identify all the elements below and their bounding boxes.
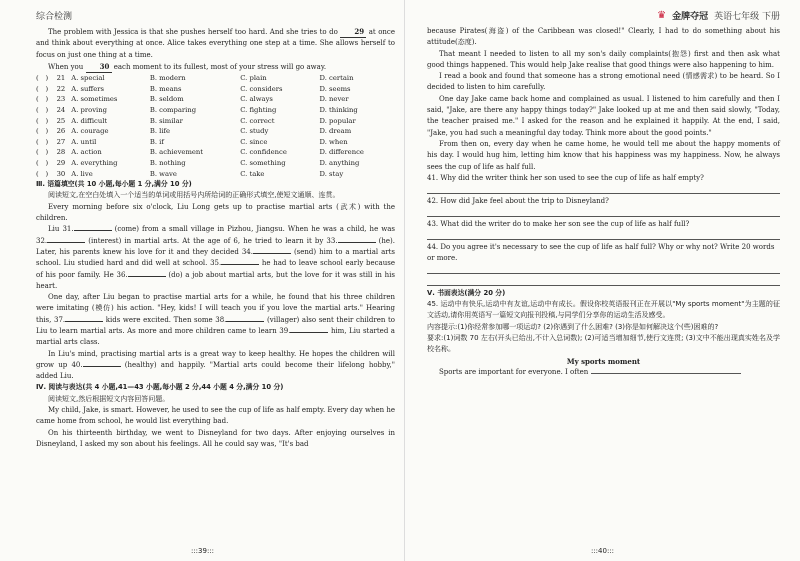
option-number: 25 bbox=[56, 116, 66, 125]
options-table bbox=[36, 73, 395, 179]
passage-paragraph: One day Jake came back home and complained as usual. I listened to him carefully and then I said, "Jake, are there any happy things today?" Jake looked up at me and then said slowly, "Today, the teacher praised me." I asked for the reason and he explained it happily. At the end, I said, "Jake, you had such a meaningful day today. Think more about the good points." bbox=[427, 94, 780, 137]
question-42: 42. How did Jake feel about the trip to Disneyland? bbox=[427, 196, 609, 205]
blank-31[interactable] bbox=[74, 230, 112, 231]
requirements: 要求:(1)词数 70 左右(开头已给出,不计入总词数); (2)可适当增加细节,使行文连贯; (3)文中不能出现真实姓名及学校名称。 bbox=[427, 334, 781, 354]
blank-34[interactable] bbox=[253, 253, 291, 254]
option-d[interactable]: D. thinking bbox=[319, 105, 358, 114]
answer-bracket[interactable]: ( ) bbox=[36, 137, 49, 146]
passage-paragraph: I read a book and found that someone has a strong emotional need (情感需求) to be heard. So I decided to listen to him carefully. bbox=[427, 72, 780, 92]
blank-38[interactable] bbox=[226, 321, 264, 322]
option-row bbox=[36, 73, 395, 84]
option-row bbox=[36, 94, 395, 105]
section-label: 综合检测 bbox=[36, 11, 73, 22]
option-d[interactable]: D. seems bbox=[319, 84, 351, 93]
option-a[interactable]: A. courage bbox=[71, 127, 109, 136]
section-3-title: Ⅲ. 语篇填空(共 10 小题,每小题 1 分,满分 10 分) bbox=[36, 180, 192, 189]
passage-paragraph: My child, Jake, is smart. However, he used to see the cup of life as half empty. Every day when he came home from school, he would list everything bad. bbox=[36, 406, 395, 426]
answer-line-44[interactable] bbox=[427, 276, 780, 286]
option-b[interactable]: B. similar bbox=[149, 116, 183, 125]
option-c[interactable]: C. always bbox=[240, 95, 273, 104]
option-d[interactable]: D. stay bbox=[319, 169, 344, 178]
answer-line-42[interactable] bbox=[427, 207, 780, 217]
option-row bbox=[36, 169, 395, 180]
option-d[interactable]: D. anything bbox=[319, 158, 360, 167]
option-c[interactable]: C. take bbox=[240, 169, 265, 178]
option-number: 29 bbox=[56, 158, 66, 167]
section-5-title: Ⅴ. 书面表达(满分 20 分) bbox=[427, 288, 506, 297]
passage-paragraph: because Pirates(海盗) of the Caribbean was closed!" Clearly, I had to do something about his attitude(态度). bbox=[427, 27, 780, 47]
option-row bbox=[36, 137, 395, 148]
option-b[interactable]: B. comparing bbox=[149, 105, 197, 114]
blank-32[interactable] bbox=[47, 242, 85, 243]
blank-40[interactable] bbox=[83, 366, 121, 367]
option-d[interactable]: D. popular bbox=[319, 116, 356, 125]
answer-line-44[interactable] bbox=[427, 264, 780, 274]
option-b[interactable]: B. wave bbox=[149, 169, 177, 178]
option-number: 26 bbox=[56, 127, 66, 136]
option-c[interactable]: C. considers bbox=[240, 84, 283, 93]
page-number: :::40::: bbox=[590, 547, 615, 555]
option-number: 28 bbox=[56, 148, 66, 157]
option-row bbox=[36, 84, 395, 95]
option-b[interactable]: B. seldom bbox=[149, 95, 184, 104]
q31-number: 31. bbox=[62, 225, 74, 234]
text: The problem with Jessica is that she pushes herself too hard. And she tries to do bbox=[48, 28, 338, 36]
option-c[interactable]: C. something bbox=[240, 158, 286, 167]
cloze-paragraph bbox=[36, 26, 395, 61]
option-d[interactable]: D. dream bbox=[319, 127, 352, 136]
option-number: 24 bbox=[56, 105, 66, 114]
option-a[interactable]: A. everything bbox=[71, 158, 118, 167]
brand: 金牌夺冠 bbox=[672, 11, 709, 22]
option-b[interactable]: B. life bbox=[149, 127, 171, 136]
option-a[interactable]: A. proving bbox=[71, 105, 107, 114]
question-44: 44. Do you agree it's necessary to see the cup of life as half full? Why or why not? Write 20 words or more. bbox=[427, 242, 775, 262]
option-number: 22 bbox=[56, 84, 66, 93]
grade-label: 英语七年级 下册 bbox=[714, 11, 780, 22]
passage-paragraph: In Liu's mind, practising martial arts is a great way to keep healthy. He hopes the children will grow up 40. (healthy) and happily. "Martial arts could become their lifelong hobby," added Liu. bbox=[36, 349, 395, 381]
option-a[interactable]: A. live bbox=[71, 169, 93, 178]
option-d[interactable]: D. never bbox=[319, 95, 349, 104]
option-b[interactable]: B. means bbox=[149, 84, 182, 93]
option-b[interactable]: B. if bbox=[149, 137, 164, 146]
answer-line-43[interactable] bbox=[427, 230, 780, 240]
passage-paragraph: Every morning before six o'clock, Liu Long gets up to practise martial arts (武术) with the children. bbox=[36, 202, 395, 223]
section-4-instructions: 阅读短文,然后根据短文内容回答问题。 bbox=[48, 394, 170, 403]
page-number: :::39::: bbox=[190, 547, 215, 555]
answer-bracket[interactable]: ( ) bbox=[36, 148, 49, 157]
cloze-paragraph bbox=[36, 61, 395, 73]
passage-paragraph: One day, after Liu began to practise martial arts for a while, he found that his three children were imitating (模仿) his action. "Hey, kids! I will teach you if you love the martial arts." Hearing this, 37. kids were excited. Then some 38. (villager) also sent their children to Liu to learn martial arts. As more and more children came to learn 39. him, Liu started a martial arts class. bbox=[36, 293, 396, 347]
blank-33[interactable] bbox=[338, 242, 376, 243]
option-a[interactable]: A. sometimes bbox=[71, 95, 118, 104]
passage-paragraph: Liu 31. (come) from a small village in Pizhou, Jiangsu. When he was a child, he was 32. (interest) in martial arts. At the age of 6, he tried to learn it by 33. (he). Later, his parents knew his love for it and they decided 34. (send) him to a martial arts school. Liu studied hard and did well at school. 35. he had to leave school early because of his poor family. He 36. (do) a job about martial arts, but the love for it was still in his heart. bbox=[36, 225, 395, 290]
blank-30[interactable]: 30 bbox=[86, 61, 112, 73]
option-row bbox=[36, 158, 395, 169]
writing-prompt: 45. 运动中有快乐,运动中有友谊,运动中有成长。假设你校英语报刊正在开展以"My sports moment"为主题的征文活动,请你用英语写一篇短文向报刊投稿,与同学们分享你的运动生活及感受。 bbox=[427, 300, 780, 320]
answer-line-41[interactable] bbox=[427, 184, 780, 194]
option-number: 21 bbox=[56, 74, 66, 83]
left-header bbox=[36, 4, 395, 26]
option-a[interactable]: A. suffers bbox=[71, 84, 104, 93]
answer-bracket[interactable]: ( ) bbox=[36, 169, 49, 178]
right-page bbox=[405, 0, 800, 561]
option-b[interactable]: B. modern bbox=[149, 74, 186, 83]
option-c[interactable]: C. confidence bbox=[240, 148, 287, 157]
option-d[interactable]: D. when bbox=[319, 137, 348, 146]
option-number: 23 bbox=[56, 95, 66, 104]
text: at once and think about everything at once. Alice takes everything one step at a time. She allows herself to focus on just one thing at a time. bbox=[36, 28, 395, 59]
answer-bracket[interactable]: ( ) bbox=[36, 105, 49, 114]
option-b[interactable]: B. achievement bbox=[149, 148, 204, 157]
answer-bracket[interactable]: ( ) bbox=[36, 158, 49, 167]
option-a[interactable]: A. difficult bbox=[71, 116, 108, 125]
blank-36[interactable] bbox=[128, 276, 166, 277]
section-4-title: Ⅳ. 阅读与表达(共 4 小题,41—43 小题,每小题 2 分,44 小题 4 分,满分 10 分) bbox=[36, 383, 284, 392]
option-row bbox=[36, 126, 395, 137]
option-d[interactable]: D. difference bbox=[319, 148, 364, 157]
crown-icon: ♛ bbox=[657, 9, 667, 21]
option-c[interactable]: C. fighting bbox=[240, 105, 277, 114]
essay-start[interactable]: Sports are important for everyone. I often bbox=[427, 367, 780, 378]
passage-paragraph: That meant I needed to listen to all my son's daily complaints(抱怨) first and then ask what good things happened. This would help Jake realise that good things were also happening to him. bbox=[427, 49, 780, 69]
option-d[interactable]: D. certain bbox=[319, 74, 354, 83]
section-3-instructions: 阅读短文,在空白处填入一个适当的单词或用括号内所给词的正确形式填空,使短文通顺、连贯。 bbox=[48, 191, 340, 200]
text: When you bbox=[48, 62, 84, 71]
answer-bracket[interactable]: ( ) bbox=[36, 84, 49, 93]
option-b[interactable]: B. nothing bbox=[149, 158, 186, 167]
blank-37[interactable] bbox=[65, 321, 103, 322]
answer-bracket[interactable]: ( ) bbox=[36, 116, 49, 125]
question-41: 41. Why did the writer think her son used to see the cup of life as half empty? bbox=[427, 173, 704, 182]
passage-paragraph: From then on, every day when he came home, he would tell me about the happy moments of his day. I would hug him, letting him know that his happiness was my happiness. Now, he always sees the cup of life as half full. bbox=[427, 139, 780, 171]
option-row bbox=[36, 147, 395, 158]
option-a[interactable]: A. special bbox=[71, 74, 105, 83]
question-43: 43. What did the writer do to make her son see the cup of life as half full? bbox=[427, 219, 690, 228]
content-hints: 内容提示:(1)你经常参加哪一项运动? (2)你遇到了什么困难? (3)你是如何解决这个(些)困难的? bbox=[427, 322, 719, 331]
option-c[interactable]: C. plain bbox=[240, 74, 267, 83]
answer-bracket[interactable]: ( ) bbox=[36, 74, 49, 83]
option-number: 30 bbox=[56, 169, 66, 178]
option-c[interactable]: C. since bbox=[240, 137, 268, 146]
answer-bracket[interactable]: ( ) bbox=[36, 95, 49, 104]
option-number: 27 bbox=[56, 137, 66, 146]
text: each moment to its fullest, most of your stress will go away. bbox=[113, 62, 327, 71]
option-c[interactable]: C. study bbox=[240, 127, 269, 136]
right-header bbox=[427, 4, 780, 26]
option-c[interactable]: C. correct bbox=[240, 116, 275, 125]
blank-29[interactable]: 29 bbox=[340, 26, 366, 38]
blank-35[interactable] bbox=[221, 264, 259, 265]
essay-title: My sports moment bbox=[566, 356, 641, 366]
option-row bbox=[36, 105, 395, 116]
option-row bbox=[36, 116, 395, 127]
option-a[interactable]: A. until bbox=[71, 137, 97, 146]
option-a[interactable]: A. action bbox=[71, 148, 102, 157]
answer-bracket[interactable]: ( ) bbox=[36, 127, 49, 136]
blank-39[interactable] bbox=[290, 332, 328, 333]
passage-paragraph: On his thirteenth birthday, we went to Disneyland for two days. After enjoying ourselves in Disneyland, I asked my son about his feelings. All he could say was, "It's bad bbox=[36, 428, 395, 448]
